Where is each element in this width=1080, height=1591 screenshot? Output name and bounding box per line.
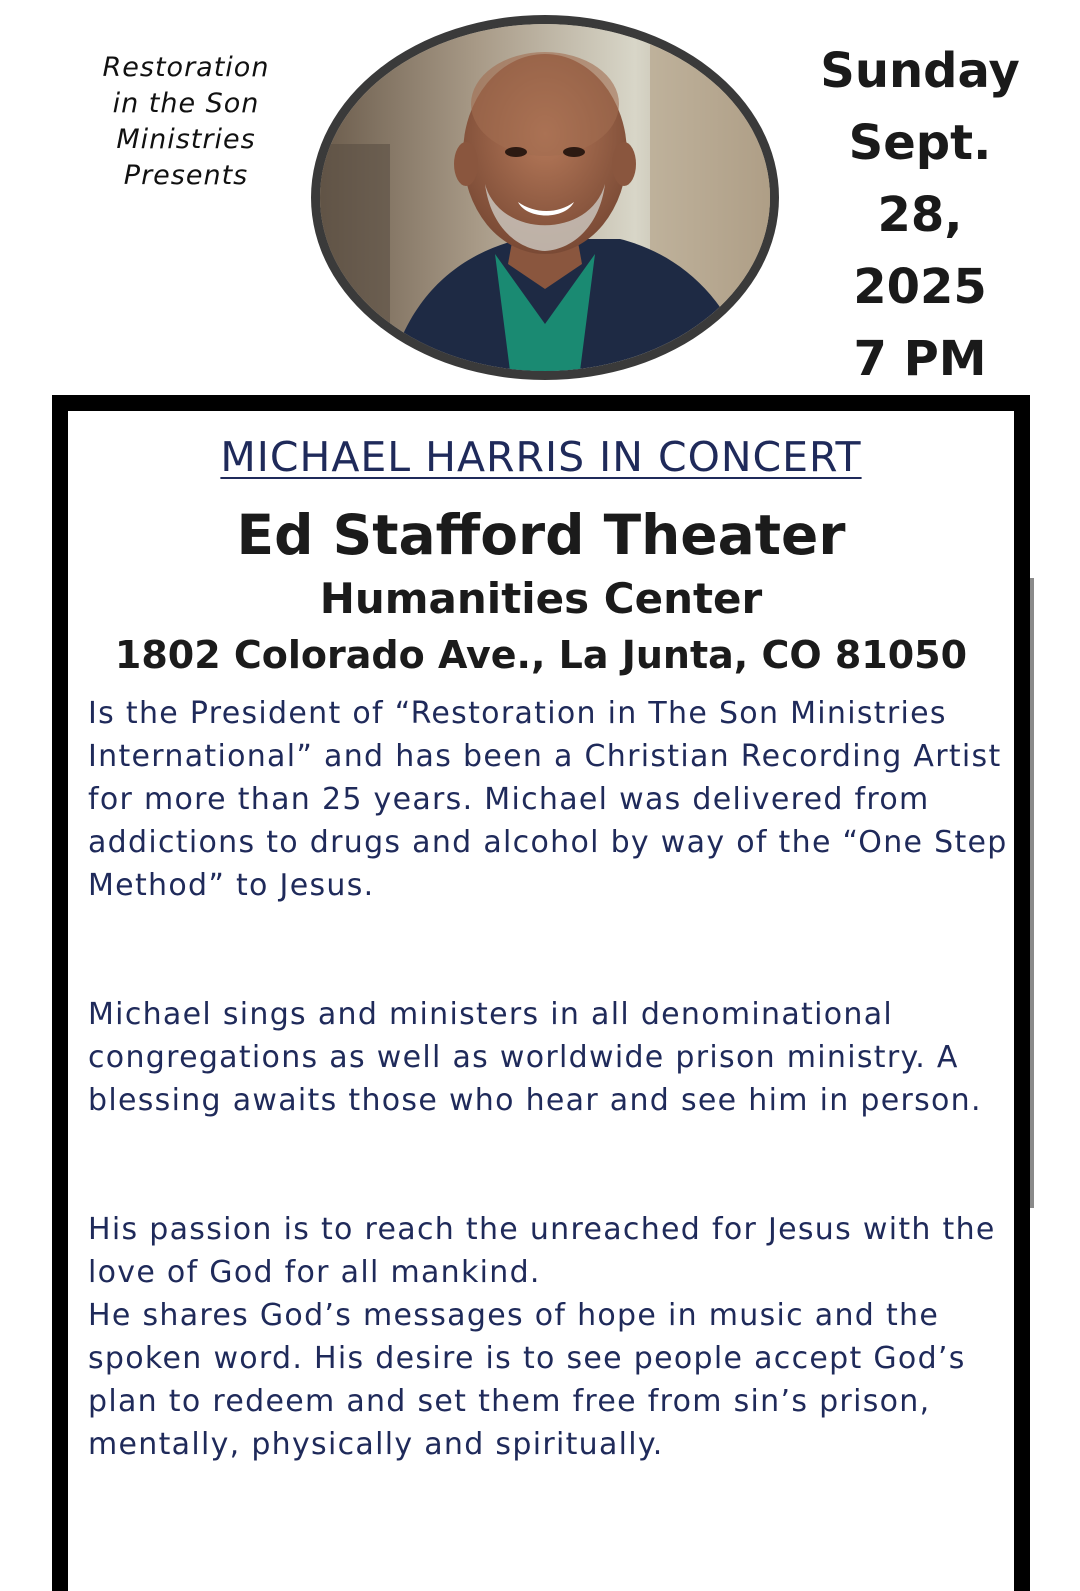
frame-shadow <box>1030 578 1034 1208</box>
venue-address: 1802 Colorado Ave., La Junta, CO 81050 <box>114 633 968 677</box>
concert-info-box <box>52 395 1030 1591</box>
event-time: 7 PM <box>853 331 987 387</box>
portrait-image <box>320 24 770 371</box>
venue-name: Ed Stafford Theater <box>236 503 846 567</box>
bio-paragraph: Michael sings and ministers in all denominational congregations as well as worldwide prison ministry. A blessing awaits those who hear and see him in person. <box>88 997 982 1118</box>
bio-sentence: His passion is to reach the unreached for Jesus with the love of God for all mankind. <box>88 1212 996 1290</box>
presenter-credit <box>86 50 286 194</box>
presenter-line: Presents <box>123 160 249 191</box>
bio-paragraph <box>88 1208 1008 1466</box>
artist-portrait <box>311 15 779 380</box>
event-year: 2025 <box>853 259 987 315</box>
presenter-line: in the Son <box>112 88 260 119</box>
event-date <box>800 35 1040 395</box>
venue-subtitle: Humanities Center <box>319 574 763 623</box>
event-date-text: Sept. 28, <box>848 115 992 243</box>
concert-title: MICHAEL HARRIS IN CONCERT <box>220 433 862 481</box>
bio-paragraph: Is the President of “Restoration in The Son Ministries International” and has been a Christian Recording Artist for more than 25 years. Michael was delivered from addictions to drugs and alcohol by way of the “One Step Method” to Jesus. <box>88 696 1008 903</box>
presenter-line: Restoration <box>102 52 270 83</box>
bio-sentence: He shares God’s messages of hope in music and the spoken word. His desire is to see people accept God’s plan to redeem and set them free from sin’s prison, mentally, physically and spiritually. <box>88 1298 966 1462</box>
presenter-line: Ministries <box>116 124 256 155</box>
event-day: Sunday <box>820 43 1020 99</box>
